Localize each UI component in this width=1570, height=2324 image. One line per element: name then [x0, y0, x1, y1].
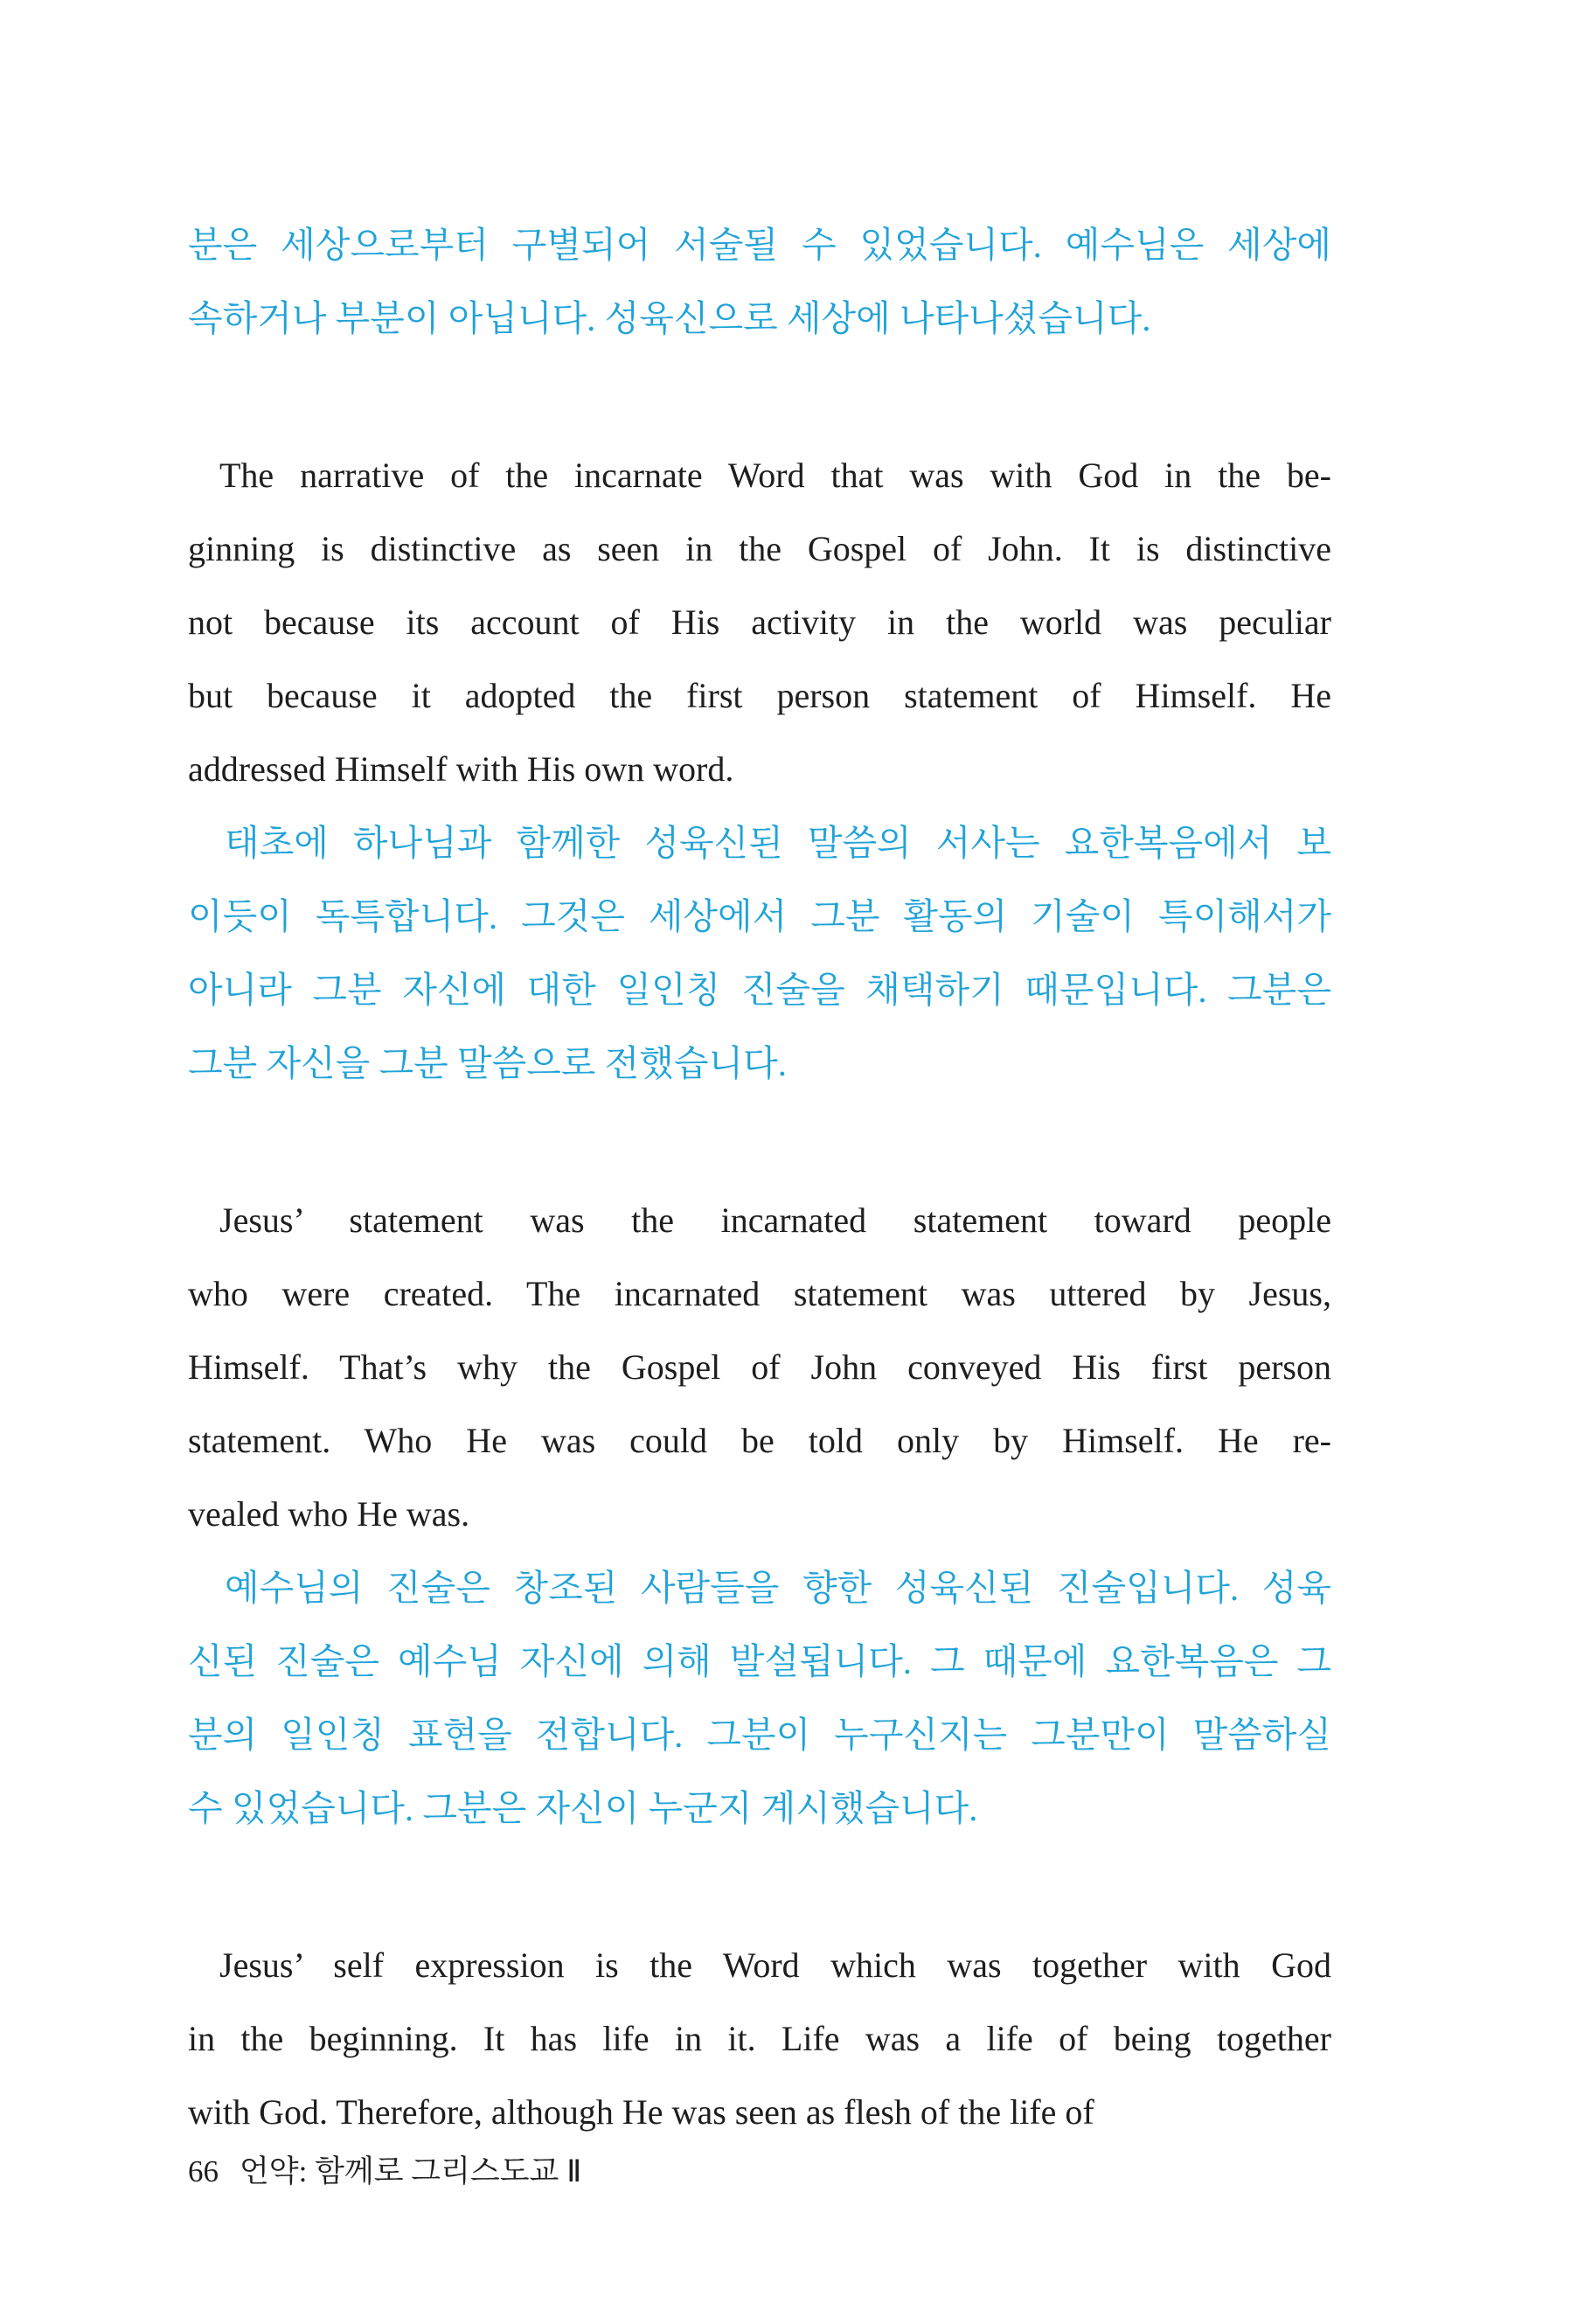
text-line: addressed Himself with His own word. [188, 749, 734, 789]
text-line: but because it adopted the first person statement of Himself. He [188, 676, 1331, 715]
text-line: 아니라 그분 자신에 대한 일인칭 진술을 채택하기 때문입니다. 그분은 [188, 970, 1331, 1010]
page-body [188, 208, 1331, 2149]
paragraph-korean-1 [188, 806, 1331, 1100]
text-line: with God. Therefore, although He was seen as flesh of the life of [188, 2092, 1094, 2132]
text-line: ginning is distinctive as seen in the Gospel of John. It is distinctive [188, 529, 1331, 568]
text-line: 그분 자신을 그분 말씀으로 전했습니다. [188, 1043, 787, 1083]
text-line: 신된 진술은 예수님 자신에 의해 발설됩니다. 그 때문에 요한복음은 그 [188, 1641, 1331, 1681]
text-line: vealed who He was. [188, 1494, 470, 1534]
paragraph-english-2 [188, 1184, 1331, 1551]
text-line: 분은 세상으로부터 구별되어 서술될 수 있었습니다. 예수님은 세상에 [188, 225, 1331, 265]
paragraph-korean-continuation [188, 208, 1331, 355]
text-line: Jesus’ statement was the incarnated statement toward people [219, 1200, 1331, 1240]
paragraph-english-1 [188, 439, 1331, 806]
text-line: not because its account of His activity in the world was peculiar [188, 602, 1331, 642]
running-title: 언약: 함께로 그리스도교 Ⅱ [240, 2154, 582, 2188]
paragraph-korean-2 [188, 1551, 1331, 1845]
text-line: statement. Who He was could be told only by Himself. He re- [188, 1421, 1331, 1460]
text-line: 속하거나 부분이 아닙니다. 성육신으로 세상에 나타나셨습니다. [188, 298, 1151, 338]
paragraph-english-3 [188, 1929, 1331, 2149]
text-line: The narrative of the incarnate Word that was with God in the be- [219, 456, 1331, 495]
text-line: who were created. The incarnated statement was uttered by Jesus, [188, 1274, 1331, 1313]
text-line: 태초에 하나님과 함께한 성육신된 말씀의 서사는 요한복음에서 보 [225, 823, 1331, 863]
text-line: 수 있었습니다. 그분은 자신이 누군지 계시했습니다. [188, 1788, 978, 1828]
text-line: Jesus’ self expression is the Word which was together with God [219, 1945, 1331, 1985]
page-number: 66 [188, 2154, 219, 2188]
text-line: Himself. That’s why the Gospel of John conveyed His first person [188, 1347, 1331, 1387]
page-footer [188, 2153, 581, 2191]
text-line: 예수님의 진술은 창조된 사람들을 향한 성육신된 진술입니다. 성육 [225, 1568, 1331, 1608]
text-line: 분의 일인칭 표현을 전합니다. 그분이 누구신지는 그분만이 말씀하실 [188, 1715, 1331, 1755]
text-line: in the beginning. It has life in it. Life was a life of being together [188, 2019, 1331, 2058]
text-line: 이듯이 독특합니다. 그것은 세상에서 그분 활동의 기술이 특이해서가 [188, 896, 1331, 936]
